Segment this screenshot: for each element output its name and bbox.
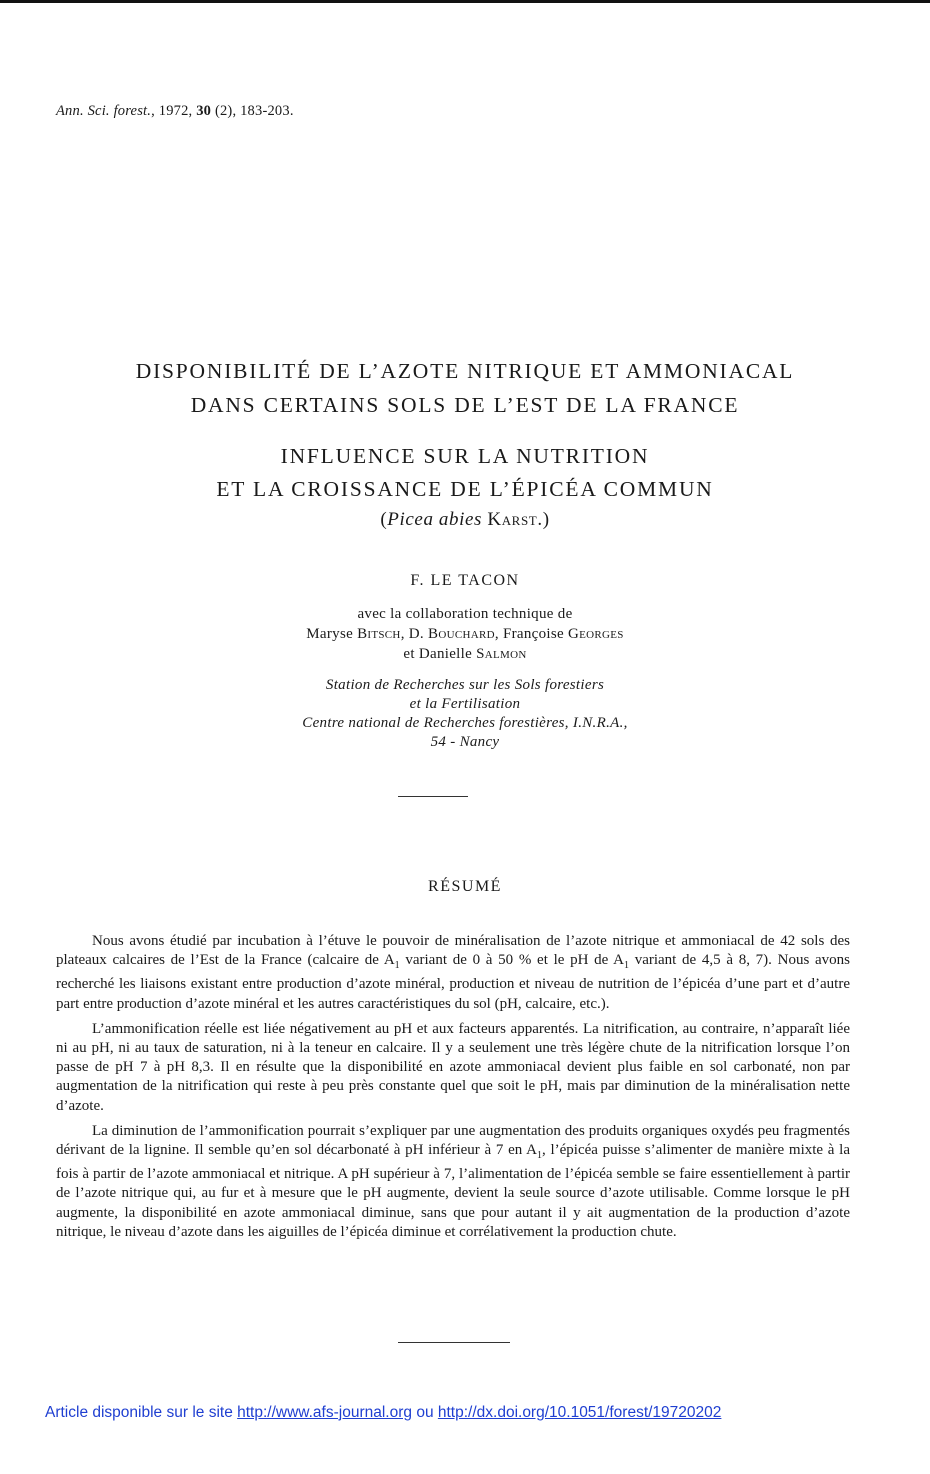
abstract-paragraph-1: Nous avons étudié par incubation à l’étuve le pouvoir de minéralisation de l’azote nitrique et ammoniacal de 42 sols des plateaux calcaires de l’Est de la France (calcaire de $A_1$ variant de 0 à 50 % et le pH de $A_1$ variant de 4,5 à 8, 7). Nous avons recherché les liaisons existant entre production d’azote minéral, production et niveau de nutrition de l’épicéa d’une part et d’autre part entre production d’azote minéral et les autres caractéristiques du sol (pH, calcaire, etc.). [56,933,850,1012]
affiliation-block [0,676,930,752]
journal-issue-pages: (2), 183-203. [214,103,294,119]
title-line-1: DISPONIBILITÉ DE L’AZOTE NITRIQUE ET AMMONIACAL [135,359,795,383]
paper-title [0,354,930,422]
collaboration-block [0,604,930,664]
journal-citation: Ann. Sci. forest., 1972, 30 (2), 183-203. [56,103,294,119]
journal-year: 1972, [158,103,193,119]
species-paren-open: ( [380,509,388,530]
abstract-paragraph-3: La diminution de l’ammonification pourrait s’expliquer par une augmentation des produits organiques oxydés peu fragmentés dérivant de la lignine. Il semble qu’en sol décarbonaté à pH inférieur à 7 en $A_1$, l’épicéa puisse s’alimenter de manière mixte à la fois à partir de l’azote ammoniacal et nitrique. A pH supérieur à 7, l’alimentation de l’épicéa semble se faire essentiellement à partir de l’azote nitrique qui, au fur et à mesure que le pH augmente, devient la seule source d’azote utilisable. Comme lorsque le pH augmente, la disponibilité en azote ammoniacal diminue, sans que pour autant il y ait augmentation de la production d’azote nitrique, le niveau d’azote dans les aiguilles de l’épicéa diminue et corrélativement la production chute. [56,1122,850,1240]
subtitle-line-1: INFLUENCE SUR LA NUTRITION [280,444,650,468]
species-latin: Picea abies [387,509,483,530]
abstract-body [56,932,850,1248]
species-paren-close: ) [542,509,550,530]
affiliation-line-3: Centre national de Recherches forestières, I.N.R.A., [302,715,628,731]
collaboration-line-2: Maryse Bitsch, D. Bouchard, Françoise Georges [306,626,624,642]
affiliation-line-2: et la Fertilisation [409,696,521,712]
subtitle-line-2: ET LA CROISSANCE DE L’ÉPICÉA COMMUN [216,477,714,501]
doi-link[interactable]: http://dx.doi.org/10.1051/forest/19720202 [437,1404,722,1421]
end-rule [398,1342,510,1343]
collaboration-line-3: et Danielle Salmon [403,646,527,662]
species-name [0,509,930,531]
footer-middle: ou [412,1404,438,1421]
paper-subtitle [0,440,930,506]
collaboration-intro: avec la collaboration technique de [357,606,573,622]
top-border [0,0,930,3]
journal-link[interactable]: http://www.afs-journal.org [237,1404,413,1421]
author-name: F. LE TACON [410,572,520,589]
resume-heading: RÉSUMÉ [428,878,502,895]
footer-prefix: Article disponible sur le site [45,1404,238,1421]
abstract-paragraph-2: L’ammonification réelle est liée négativement au pH et aux facteurs apparentés. La nitrification, au contraire, n’apparaît liée ni au pH, ni au taux de saturation, ni à la teneur en calcaire. Il y a seulement une très légère chute de la nitrification lorsque l’on passe de pH 7 à pH 8,3. Il en résulte que la disponibilité en azote ammoniacal devient plus faible en sol carbonaté, non par augmentation de la nitrification qui reste à peu près constante quel que soit le pH, mais par diminution de la minéralisation nette d’azote. [56,1020,850,1114]
affiliation-line-1: Station de Recherches sur les Sols forestiers [325,677,605,693]
species-authority: Karst. [487,509,543,530]
affiliation-line-4: 54 - Nancy [430,734,500,750]
journal-volume: 30 [196,103,212,119]
article-footer [45,1404,721,1422]
journal-name: Ann. Sci. forest. [56,103,152,119]
separator-rule [398,796,468,797]
title-line-2: DANS CERTAINS SOLS DE L’EST DE LA FRANCE [190,393,740,417]
